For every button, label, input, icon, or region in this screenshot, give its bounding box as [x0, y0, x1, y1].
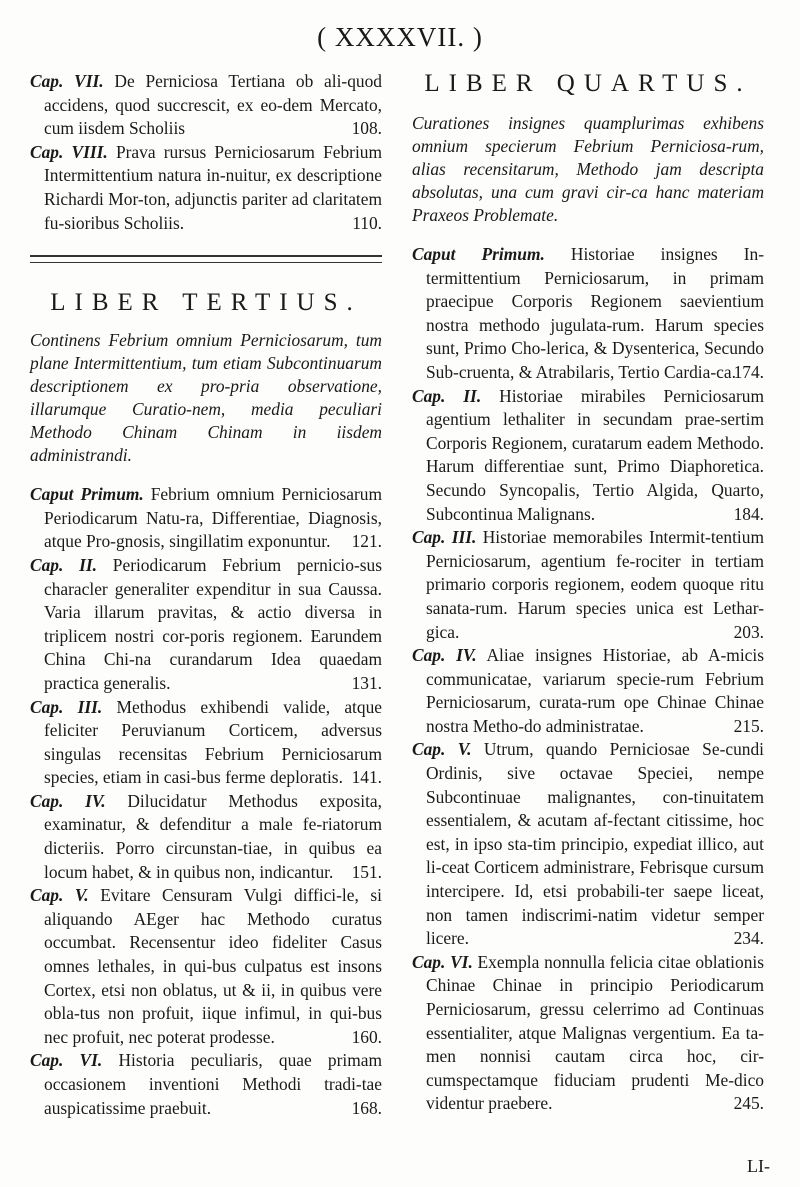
entry-page: 184.: [733, 503, 764, 524]
entry-page: 108.: [351, 118, 382, 139]
left-column: [30, 70, 382, 1120]
entry-text: Historiae insignes In-termittentium Perniciosarum, in primam praecipue Corporis Regionem saevientium nostra methodo jugulata-rum. Harum species sunt, Primo Cho-lerica, & Dysenterica, Secundo Sub-cruenta, & Atrabilaris, Tertio Cardia-ca.: [426, 244, 764, 382]
toc-entry: [412, 243, 764, 385]
entry-text: Historia peculiaris, quae primam occasionem inventioni Methodi tradi-tae auspicatissime praebuit.: [44, 1050, 382, 1118]
entry-page: 174.: [733, 361, 764, 382]
entry-text: Historiae memorabiles Intermit-tentium Perniciosarum, agentium fe-rociter in tertiam primario corporis regionem, eodem quoque ritu sanata-rum. Harum species unica est Lethar-gica.: [426, 527, 764, 642]
entry-text: Historiae mirabiles Perniciosarum agentium lethaliter in secundam prae-sertim Corporis Regionem, curatarum eadem Methodo. Harum differentiae sunt, Primo Diaphoretica. Secundo Syncopalis, Tertio Algida, Quarto, Subcontinua Malignans.: [426, 385, 764, 524]
entry-label: Cap. V.: [412, 739, 472, 760]
entry-label: Cap. VI.: [30, 1050, 103, 1071]
catchword: LI-: [747, 1156, 770, 1176]
toc-entry: [412, 644, 764, 738]
toc-entry: [412, 526, 764, 644]
entry-label: Cap. VII.: [30, 71, 104, 91]
entry-page: 160.: [351, 1026, 382, 1047]
running-head: ( XXXXVII. ): [317, 22, 483, 52]
entry-label: Cap. IV.: [412, 645, 477, 666]
entry-page: 151.: [351, 861, 382, 882]
entry-page: 215.: [733, 715, 764, 736]
book-subtitle: Continens Febrium omnium Perniciosarum, tum plane Intermittentium, tum etiam Subcontinuarum descriptionem ex pro-pria observatione, illarumque Curatio-nem, media peculiari Methodo Chinam Chinam in iisdem administrandi.: [30, 330, 382, 466]
entry-text: De Perniciosa Tertiana ob ali-quod accidens, quod succrescit, ex eo-dem Mercato, cum iisdem Scholiis: [44, 71, 383, 139]
toc-entry: [30, 1049, 382, 1120]
toc-entry: [412, 385, 764, 527]
book-title: LIBER TERTIUS.: [50, 289, 362, 317]
entry-page: 131.: [351, 672, 382, 693]
toc-entry: [412, 951, 764, 1116]
entry-label: Cap. VI.: [412, 951, 473, 972]
entry-text: Periodicarum Febrium pernicio-sus characler generaliter expenditur in sua Caussa. Varia illarum pravitas, & actio diversa in triplicem nostri cor-poris regionem. Earundem China Chi-na curandarum Idea quaedam practica generalis.: [44, 554, 382, 693]
entry-text: Febrium omnium Perniciosarum Periodicarum Natu-ra, Differentiae, Diagnosis, atque Pro-gnosis, singillatim exponuntur.: [44, 484, 382, 552]
book-subtitle: Curationes insignes quamplurimas exhibens omnium specierum Febrium Perniciosa-rum, alias recensitarum, Methodo jam descripta absolutas, una cum gravi cir-ca hanc materiam Praxeos Problemate.: [412, 113, 764, 225]
entry-page: 203.: [733, 621, 764, 642]
toc-entry: [30, 141, 382, 235]
entry-page: 110.: [352, 212, 382, 233]
entry-page: 168.: [351, 1097, 382, 1118]
book-title: LIBER QUARTUS.: [424, 70, 752, 97]
entry-label: Cap. VIII.: [30, 141, 108, 162]
divider-rule: [30, 255, 382, 263]
entry-label: Caput Primum.: [30, 484, 144, 505]
entry-page: 121.: [351, 531, 382, 552]
toc-entry: [30, 790, 382, 884]
entry-label: Cap. III.: [30, 696, 103, 717]
toc-entry: [30, 884, 382, 1049]
entry-page: 245.: [733, 1093, 764, 1114]
entry-label: Cap. II.: [412, 385, 482, 406]
entry-text: Prava rursus Perniciosarum Febrium Intermittentium natura in-nuitur, ex descriptione Richardi Mor-ton, adjunctis pariter ad claritatem fu-sioribus Scholiis.: [44, 141, 382, 233]
toc-entry: [30, 696, 382, 790]
toc-entry: [30, 483, 382, 554]
entry-text: Dilucidatur Methodus exposita, examinatur, & defenditur a male fe-riatorum dicteriis. Porro circunstan-tiae, in quibus ea locum habet, & in quibus non, indicantur.: [44, 790, 382, 882]
right-column: [412, 70, 764, 1116]
toc-entry: [30, 554, 382, 696]
entry-label: Caput Primum.: [412, 244, 545, 264]
entry-text: Evitare Censuram Vulgi diffici-le, si aliquando AEger hac Methodo curatus occumbat. Recensentur ideo fideliter Casus omnes lethales, in qui-bus culpatus est insons Cortex, etsi non oblatus, ut & ii, in quibus vere obla-tus non profuit, iique infimul, in qui-bus nec profuit, nec poterat prodesse.: [44, 885, 382, 1047]
entry-label: Cap. II.: [30, 554, 98, 575]
toc-entry: [30, 70, 382, 141]
toc-entry: [412, 738, 764, 950]
pre-entries: [30, 70, 382, 235]
entry-text: Utrum, quando Perniciosae Se-cundi Ordinis, sive octavae Speciei, nempe Subcontinuae malignantes, con-tinuitatem essentialem, & acutam af-fectant citissime, hoc est, in ipso sta-tim principio, expediat illico, aut li-ceat Corticem administrare, Febrisque cursum intercipere. Id, etsi probabili-ter saepe liceat, non tamen indiscrimi-natim videtur semper licere.: [426, 739, 764, 949]
entry-page: 141.: [351, 767, 382, 788]
entry-text: Exempla nonnulla felicia citae oblationis Chinae Chinae in principio Periodicarum Perniciosarum, gressu celerrimo ad Continuas essentialiter, atque Malignas vergentium. Ea ta-men nonnisi cautam circa hoc, cir-cumspectamque fiduciam prudenti Me-dico videntur praebere.: [426, 951, 764, 1114]
entry-text: Methodus exhibendi valide, atque feliciter Peruvianum Corticem, adversus singulas recensitas Febrium Perniciosarum species, etiam in casi-bus ferme deploratis.: [44, 696, 382, 788]
entry-label: Cap. III.: [412, 527, 477, 548]
entry-label: Cap. IV.: [30, 790, 106, 811]
entry-text: Aliae insignes Historiae, ab A-micis communicatae, variarum specie-rum Febrium Perniciosarum, curata-rum ope Chinae Chinae nostra Metho-do administratae.: [426, 645, 764, 736]
entry-page: 234.: [733, 928, 764, 949]
entry-label: Cap. V.: [30, 885, 89, 906]
